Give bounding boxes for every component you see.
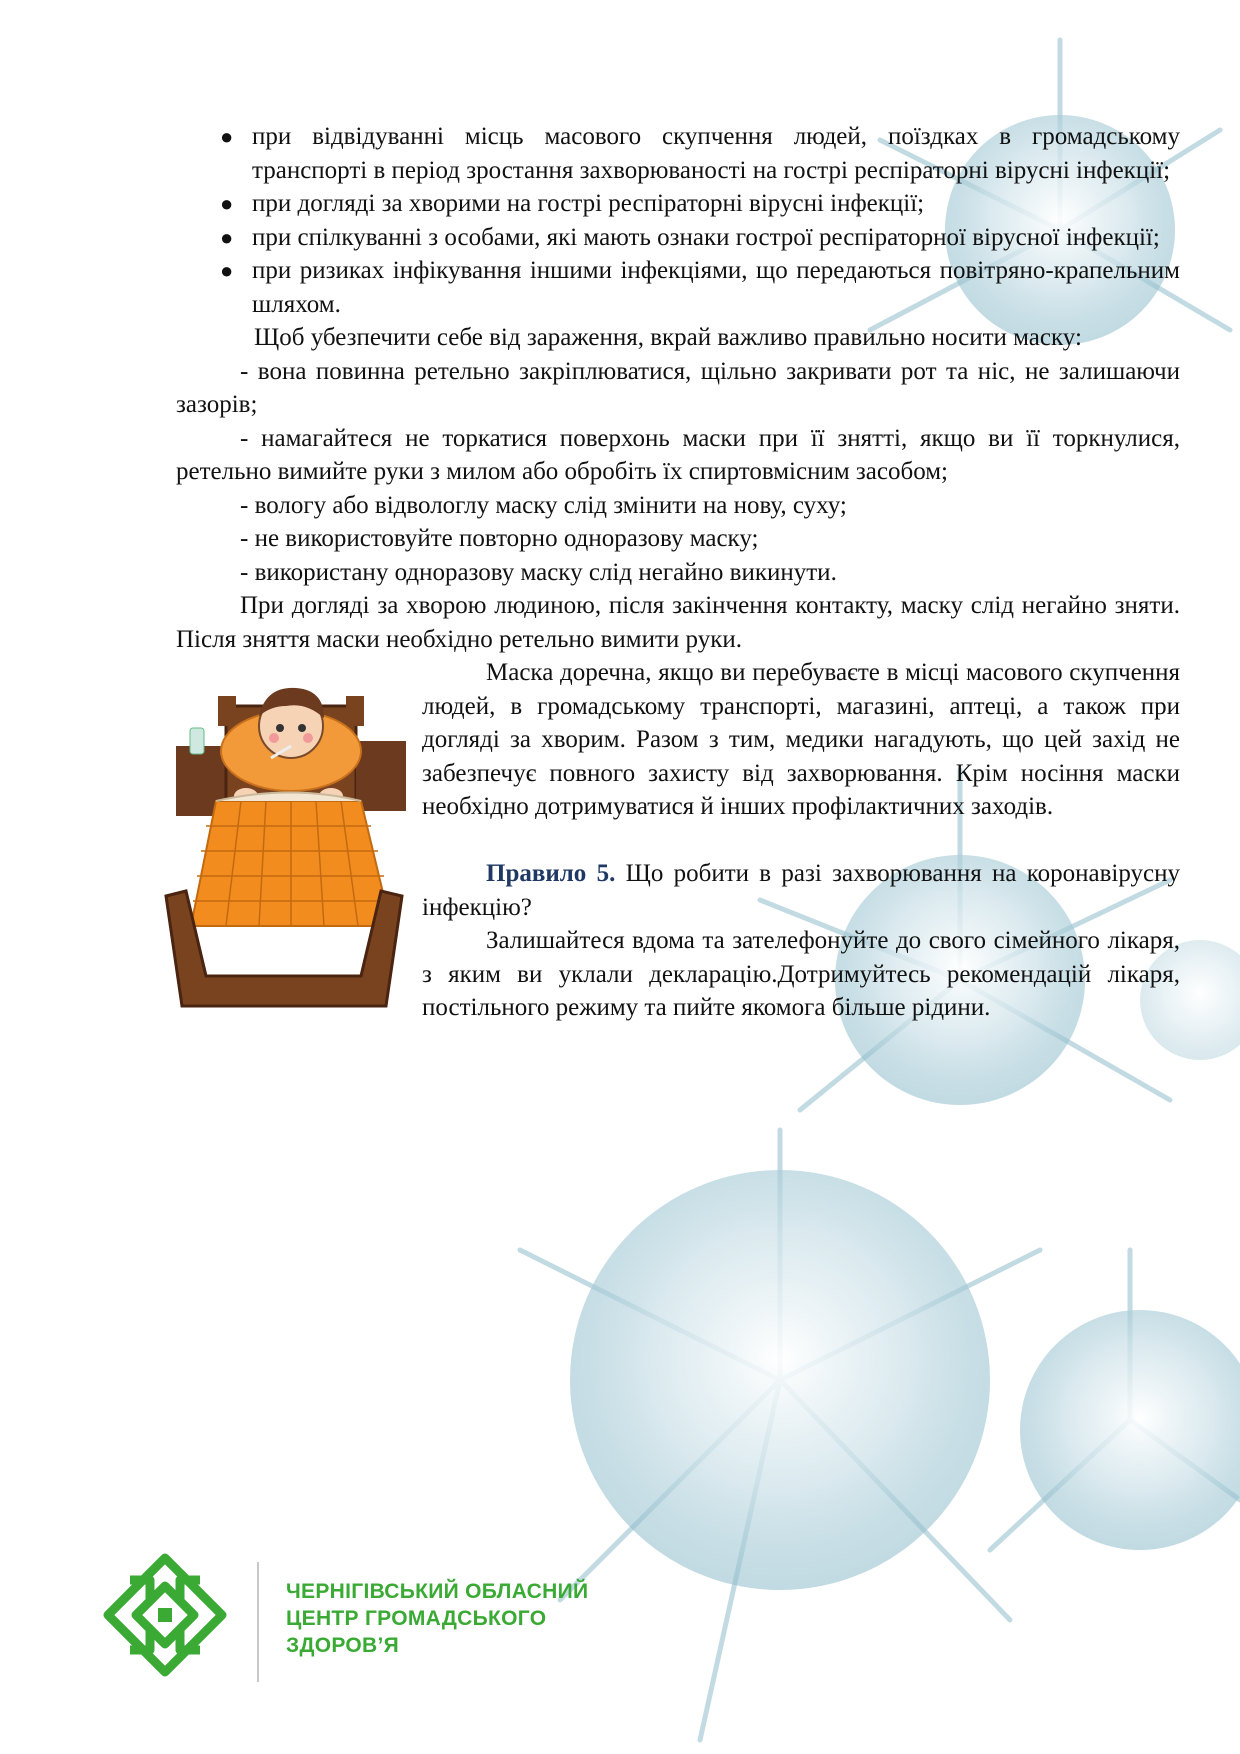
rule5-label: Правило 5. [486,860,616,887]
rule5-question: Що робити в разі захворювання на коронавірусну інфекцію? [422,860,1180,921]
final-paragraph: Залишайтеся вдома та зателефонуйте до свого сімейного лікаря, з яким ви уклали декларацію.Дотримуйтесь рекомендацій лікаря, постільного режиму та пийте якомога більше рідини. [422,927,1180,1021]
organization-name: ЧЕРНІГІВСЬКИЙ ОБЛАСНИЙ ЦЕНТР ГРОМАДСЬКОГО ЗДОРОВ’Я [286,1580,589,1657]
rule-line: - вона повинна ретельно закріплюватися, щільно закривати рот та ніс, не залишаючи зазорів; [176,357,1180,418]
mask-note-paragraph: Маска доречна, якщо ви перебуваєте в місці масового скупчення людей, в громадському транспорті, магазині, аптеці, а також при догляді за хворим. Разом з тим, медики нагадують, що цей захід не забезпечує повного захисту від захворювання. Крім носіння маски необхідно дотримуватися й інших профілактичних заходів. [422,659,1180,820]
rule-line: - використану одноразову маску слід негайно викинути. [240,558,837,586]
ornament-logo [100,1550,230,1680]
bullet-icon: ● [220,224,234,250]
rule-line: - вологу або відвологлу маску слід змінити на нову, суху; [240,491,847,519]
list-item: ● при догляді за хворими на гострі респіраторні вірусні інфекції; [176,187,1180,221]
footer [100,1550,700,1690]
list-item: ● при відвідуванні місць масового скупчення людей, поїздках в громадському транспорті в період зростання захворюваності на гострі респіраторні вірусні інфекції; [176,120,1180,187]
care-paragraph: При догляді за хворою людиною, після закінчення контакту, маску слід негайно зняти. Після зняття маски необхідно ретельно вимити руки. [176,592,1180,653]
bullet-icon: ● [220,258,234,283]
mask-usage-list [176,120,1180,321]
document-body [176,120,1180,1025]
list-item: ● при спілкуванні з особами, які мають ознаки гострої респіраторної вірусної інфекції; [176,221,1180,255]
bullet-icon: ● [220,124,234,149]
bullet-icon: ● [220,191,234,216]
rule-line: - намагайтеся не торкатися поверхонь маски при її знятті, якщо ви її торкнулися, ретельно вимийте руки з милом або обробіть їх спиртовмісним засобом; [176,424,1180,485]
footer-divider [257,1562,259,1682]
sick-child-in-bed-illustration [146,656,422,1016]
rule-line: - не використовуйте повторно одноразову маску; [240,525,759,552]
list-item: ● при ризиках інфікування іншими інфекціями, що передаються повітряно-крапельним шляхом. [176,254,1180,321]
intro-paragraph: Щоб убезпечити себе від зараження, вкрай важливо правильно носити маску: [254,324,1082,351]
